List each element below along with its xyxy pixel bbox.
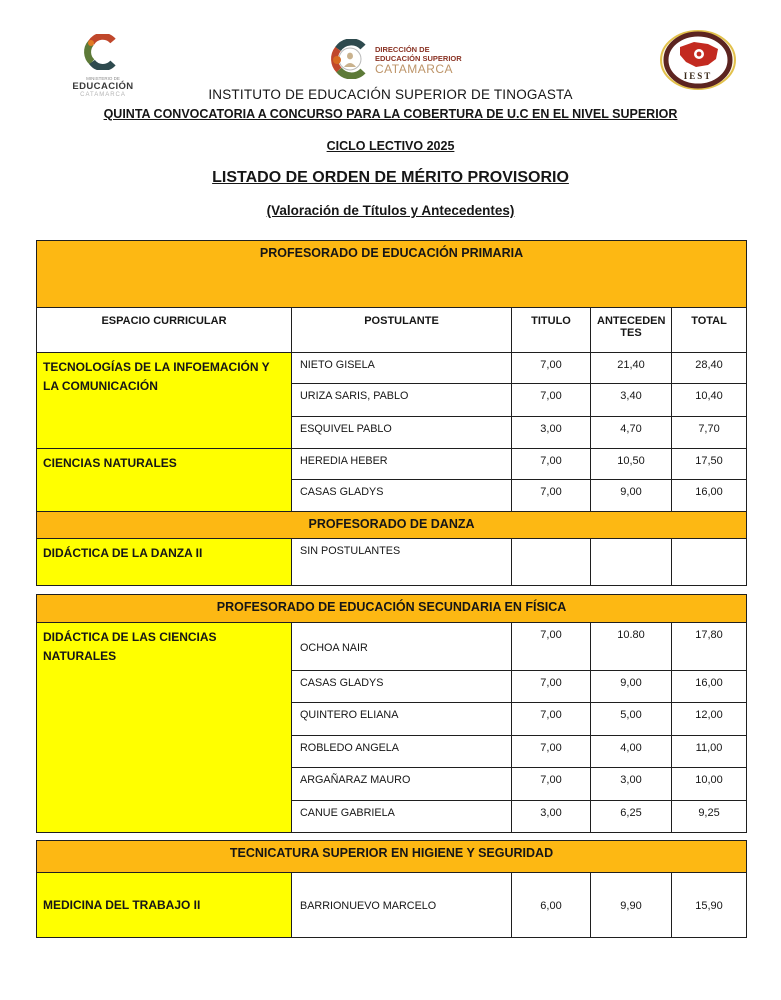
antecedentes-cell: 3,00 (591, 768, 672, 801)
direccion-logo-line3: CATAMARCA (375, 62, 454, 77)
total-cell: 11,00 (672, 736, 747, 768)
postulante-cell: QUINTERO ELIANA (292, 703, 512, 736)
postulante-cell: NIETO GISELA (292, 353, 512, 384)
col-header-titulo: TITULO (512, 308, 591, 353)
titulo-cell: 7,00 (512, 384, 591, 417)
antecedentes-cell: 9,00 (591, 671, 672, 703)
merit-tables (36, 240, 746, 938)
total-cell: 17,80 (672, 623, 747, 671)
table-primaria-danza (36, 240, 747, 586)
convocatoria-title: QUINTA CONVOCATORIA A CONCURSO PARA LA COBERTURA DE U.C EN EL NIVEL SUPERIOR (103, 107, 678, 121)
titulo-cell: 3,00 (512, 801, 591, 833)
total-cell: 7,70 (672, 417, 747, 449)
antecedentes-cell: 10.80 (591, 623, 672, 671)
titulo-cell: 3,00 (512, 417, 591, 449)
section-band-danza (37, 512, 747, 539)
direccion-logo-line1: DIRECCIÓN DE (375, 45, 430, 55)
section-band-fisica (37, 595, 747, 623)
total-cell: 9,25 (672, 801, 747, 833)
col-header-postulante: POSTULANTE (292, 308, 512, 353)
antecedentes-cell: 21,40 (591, 353, 672, 384)
postulante-cell: BARRIONUEVO MARCELO (292, 873, 512, 938)
titulo-cell: 7,00 (512, 671, 591, 703)
espacio-curricular-cell: MEDICINA DEL TRABAJO II (37, 873, 292, 938)
total-cell: 16,00 (672, 671, 747, 703)
section-band-primaria (37, 241, 747, 308)
postulante-cell: SIN POSTULANTES (292, 539, 512, 586)
ministry-c-icon (77, 57, 129, 74)
titulo-cell: 7,00 (512, 480, 591, 512)
total-cell: 10,00 (672, 768, 747, 801)
table-fisica (36, 594, 747, 833)
section-title: PROFESORADO DE EDUCACIÓN PRIMARIA (37, 241, 747, 308)
valoracion-subtitle: (Valoración de Títulos y Antecedentes) (266, 203, 515, 218)
postulante-cell: ESQUIVEL PABLO (292, 417, 512, 449)
table-row (37, 449, 747, 480)
antecedentes-cell: 4,70 (591, 417, 672, 449)
total-cell (672, 539, 747, 586)
total-cell: 10,40 (672, 384, 747, 417)
antecedentes-cell (591, 539, 672, 586)
table-row (37, 539, 747, 586)
ciclo-lectivo-title: CICLO LECTIVO 2025 (326, 139, 455, 153)
antecedentes-cell: 9,00 (591, 480, 672, 512)
ministry-logo-line3: CATAMARCA (80, 92, 126, 98)
antecedentes-cell: 4,00 (591, 736, 672, 768)
listado-merito-title: LISTADO DE ORDEN DE MÉRITO PROVISORIO (212, 169, 569, 186)
titulo-cell: 7,00 (512, 768, 591, 801)
postulante-cell: URIZA SARIS, PABLO (292, 384, 512, 417)
postulante-cell: CASAS GLADYS (292, 480, 512, 512)
column-header-row (37, 308, 747, 353)
direccion-logo-line2: EDUCACIÓN SUPERIOR (375, 53, 462, 63)
table-higiene (36, 840, 747, 938)
col-header-total: TOTAL (672, 308, 747, 353)
postulante-cell: CASAS GLADYS (292, 671, 512, 703)
total-cell: 28,40 (672, 353, 747, 384)
direccion-circle-icon (330, 39, 370, 84)
antecedentes-cell: 10,50 (591, 449, 672, 480)
postulante-cell: ROBLEDO ANGELA (292, 736, 512, 768)
section-band-higiene (37, 841, 747, 873)
titulo-cell: 7,00 (512, 703, 591, 736)
table-row (37, 353, 747, 384)
table-row (37, 623, 747, 671)
titulo-cell: 7,00 (512, 736, 591, 768)
seal-text: IEST (683, 71, 713, 81)
section-title: PROFESORADO DE DANZA (37, 512, 747, 539)
titulo-cell (512, 539, 591, 586)
institute-title: INSTITUTO DE EDUCACIÓN SUPERIOR DE TINOGASTA (208, 87, 573, 102)
total-cell: 16,00 (672, 480, 747, 512)
col-header-antecedentes: ANTECEDEN TES (591, 308, 672, 353)
espacio-curricular-cell: DIDÁCTICA DE LAS CIENCIAS NATURALES (37, 623, 292, 833)
titulo-cell: 7,00 (512, 449, 591, 480)
titulo-cell: 6,00 (512, 873, 591, 938)
table-gap (36, 833, 746, 840)
col-header-espacio: ESPACIO CURRICULAR (37, 308, 292, 353)
espacio-curricular-cell: TECNOLOGÍAS DE LA INFOEMACIÓN Y LA COMUNICACIÓN (37, 353, 292, 449)
antecedentes-cell: 3,40 (591, 384, 672, 417)
titulo-cell: 7,00 (512, 623, 591, 671)
espacio-curricular-cell: CIENCIAS NATURALES (37, 449, 292, 512)
direccion-superior-logo (330, 39, 462, 84)
postulante-cell: OCHOA NAIR (292, 623, 512, 671)
antecedentes-cell: 6,25 (591, 801, 672, 833)
total-cell: 17,50 (672, 449, 747, 480)
postulante-cell: CANUE GABRIELA (292, 801, 512, 833)
espacio-curricular-cell: DIDÁCTICA DE LA DANZA II (37, 539, 292, 586)
antecedentes-cell: 9,90 (591, 873, 672, 938)
section-title: PROFESORADO DE EDUCACIÓN SECUNDARIA EN FÍSICA (37, 595, 747, 623)
postulante-cell: HEREDIA HEBER (292, 449, 512, 480)
ministry-logo-line2: EDUCACIÓN (72, 81, 134, 92)
table-gap (36, 586, 746, 594)
table-row (37, 873, 747, 938)
total-cell: 15,90 (672, 873, 747, 938)
total-cell: 12,00 (672, 703, 747, 736)
titulo-cell: 7,00 (512, 353, 591, 384)
section-title: TECNICATURA SUPERIOR EN HIGIENE Y SEGURIDAD (37, 841, 747, 873)
postulante-cell: ARGAÑARAZ MAURO (292, 768, 512, 801)
antecedentes-cell: 5,00 (591, 703, 672, 736)
ministry-logo-line1: MINISTERIO DE (86, 76, 120, 81)
